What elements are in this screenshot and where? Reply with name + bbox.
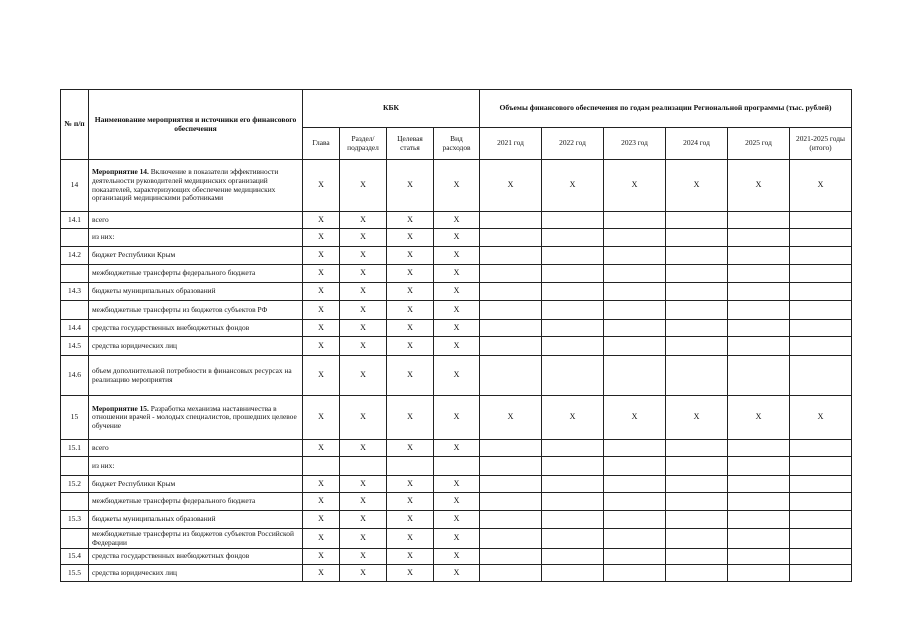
table-row — [61, 337, 852, 356]
table-row — [61, 511, 852, 529]
kbk-cell: X — [303, 283, 340, 301]
row-number: 14.4 — [61, 320, 89, 337]
row-name-text: межбюджетные трансферты из бюджетов субъектов Российской Федерации — [92, 528, 294, 547]
year-cell — [666, 565, 728, 582]
year-cell — [542, 320, 604, 337]
row-number — [61, 265, 89, 283]
year-cell — [604, 229, 666, 247]
kbk-cell: X — [303, 549, 340, 565]
year-cell — [728, 565, 790, 582]
year-cell — [728, 229, 790, 247]
year-cell — [666, 476, 728, 493]
kbk-cell: X — [303, 440, 340, 457]
financing-table — [60, 89, 852, 582]
row-number: 14.2 — [61, 247, 89, 265]
year-cell — [542, 247, 604, 265]
row-number: 15.4 — [61, 549, 89, 565]
kbk-cell: X — [387, 337, 434, 356]
year-cell — [542, 493, 604, 511]
year-cell — [542, 457, 604, 476]
kbk-cell: X — [434, 476, 480, 493]
kbk-cell: X — [434, 265, 480, 283]
row-name-text: межбюджетные трансферты из бюджетов субъектов РФ — [92, 304, 268, 314]
kbk-cell: X — [387, 565, 434, 582]
header-kbk-col: Раздел/ подраздел — [340, 128, 387, 160]
header-year-col: 2021 год — [480, 128, 542, 160]
kbk-cell: X — [387, 511, 434, 529]
row-name — [89, 356, 303, 396]
row-name-bold: Мероприятие 14. — [92, 167, 149, 177]
year-cell — [666, 457, 728, 476]
year-cell — [604, 476, 666, 493]
row-number: 14.1 — [61, 212, 89, 229]
kbk-cell: X — [303, 229, 340, 247]
year-cell — [604, 440, 666, 457]
kbk-cell: X — [434, 493, 480, 511]
kbk-cell: X — [387, 229, 434, 247]
year-cell — [790, 265, 852, 283]
row-name — [89, 337, 303, 356]
kbk-cell — [434, 457, 480, 476]
kbk-cell: X — [340, 440, 387, 457]
kbk-cell: X — [303, 160, 340, 212]
document-page — [60, 89, 852, 582]
table-row — [61, 396, 852, 440]
row-name — [89, 212, 303, 229]
year-cell: X — [480, 160, 542, 212]
kbk-cell: X — [434, 565, 480, 582]
year-cell — [790, 337, 852, 356]
year-cell — [604, 511, 666, 529]
year-cell — [666, 320, 728, 337]
table-row — [61, 529, 852, 549]
kbk-cell: X — [387, 549, 434, 565]
year-cell — [666, 301, 728, 320]
kbk-cell: X — [434, 549, 480, 565]
header-kbk-col: Глава — [303, 128, 340, 160]
year-cell: X — [542, 160, 604, 212]
year-cell — [480, 265, 542, 283]
year-cell — [542, 565, 604, 582]
year-cell — [790, 565, 852, 582]
table-row — [61, 247, 852, 265]
kbk-cell: X — [434, 337, 480, 356]
row-name-text: средства государственных внебюджетных фондов — [92, 551, 250, 561]
year-cell — [604, 529, 666, 549]
kbk-cell: X — [340, 160, 387, 212]
year-cell — [728, 301, 790, 320]
row-name-text: из них: — [92, 232, 115, 242]
kbk-cell: X — [387, 265, 434, 283]
table-row — [61, 265, 852, 283]
year-cell — [728, 247, 790, 265]
row-name-text: бюджет Республики Крым — [92, 250, 176, 260]
kbk-cell: X — [340, 511, 387, 529]
kbk-cell: X — [387, 396, 434, 440]
kbk-cell: X — [303, 247, 340, 265]
row-number — [61, 229, 89, 247]
kbk-cell: X — [340, 247, 387, 265]
kbk-cell: X — [434, 301, 480, 320]
year-cell — [542, 229, 604, 247]
row-number: 15.2 — [61, 476, 89, 493]
row-name-text: средства юридических лиц — [92, 567, 177, 577]
kbk-cell: X — [387, 356, 434, 396]
kbk-cell: X — [340, 320, 387, 337]
row-number: 14.3 — [61, 283, 89, 301]
year-cell — [666, 283, 728, 301]
kbk-cell: X — [303, 529, 340, 549]
row-name — [89, 320, 303, 337]
kbk-cell: X — [303, 493, 340, 511]
header-volumes: Объемы финансового обеспечения по годам реализации Региональной программы (тыс. рублей) — [480, 90, 852, 128]
kbk-cell: X — [387, 301, 434, 320]
row-number: 14.5 — [61, 337, 89, 356]
year-cell — [790, 320, 852, 337]
year-cell — [480, 476, 542, 493]
year-cell — [666, 529, 728, 549]
kbk-cell: X — [387, 493, 434, 511]
kbk-cell: X — [387, 320, 434, 337]
year-cell — [728, 356, 790, 396]
row-name — [89, 247, 303, 265]
row-name — [89, 476, 303, 493]
year-cell — [542, 212, 604, 229]
row-name — [89, 160, 303, 212]
row-name — [89, 529, 303, 549]
year-cell: X — [790, 160, 852, 212]
year-cell — [604, 493, 666, 511]
kbk-cell — [303, 457, 340, 476]
year-cell — [480, 511, 542, 529]
kbk-cell: X — [303, 320, 340, 337]
row-name-text: объем дополнительной потребности в финансовых ресурсах на реализацию мероприятия — [92, 365, 292, 384]
year-cell: X — [480, 396, 542, 440]
row-name — [89, 283, 303, 301]
row-name — [89, 565, 303, 582]
year-cell — [542, 283, 604, 301]
row-name-text: бюджет Республики Крым — [92, 478, 176, 488]
table-row — [61, 549, 852, 565]
year-cell — [790, 301, 852, 320]
year-cell: X — [790, 396, 852, 440]
header-kbk-col: Вид расходов — [434, 128, 480, 160]
year-cell — [480, 457, 542, 476]
year-cell — [790, 476, 852, 493]
row-name — [89, 396, 303, 440]
year-cell — [604, 549, 666, 565]
year-cell — [666, 212, 728, 229]
kbk-cell: X — [387, 283, 434, 301]
row-name-text: межбюджетные трансферты федерального бюджета — [92, 268, 256, 278]
year-cell — [480, 549, 542, 565]
year-cell — [790, 229, 852, 247]
row-number: 15.3 — [61, 511, 89, 529]
row-name-text: из них: — [92, 460, 115, 470]
year-cell — [480, 320, 542, 337]
table-row — [61, 160, 852, 212]
kbk-cell: X — [303, 396, 340, 440]
year-cell — [542, 511, 604, 529]
year-cell — [666, 229, 728, 247]
table-row — [61, 301, 852, 320]
table-row — [61, 440, 852, 457]
year-cell — [542, 301, 604, 320]
header-year-col: 2022 год — [542, 128, 604, 160]
year-cell: X — [666, 396, 728, 440]
kbk-cell: X — [303, 565, 340, 582]
kbk-cell: X — [434, 229, 480, 247]
year-cell — [542, 356, 604, 396]
table-row — [61, 457, 852, 476]
year-cell — [542, 337, 604, 356]
row-name — [89, 265, 303, 283]
year-cell — [480, 212, 542, 229]
kbk-cell: X — [387, 440, 434, 457]
row-name-text: бюджеты муниципальных образований — [92, 514, 216, 524]
row-number: 15.5 — [61, 565, 89, 582]
kbk-cell: X — [340, 265, 387, 283]
row-name-text: средства государственных внебюджетных фондов — [92, 322, 250, 332]
year-cell: X — [542, 396, 604, 440]
kbk-cell: X — [387, 212, 434, 229]
kbk-cell: X — [340, 549, 387, 565]
row-number: 14 — [61, 160, 89, 212]
year-cell — [542, 529, 604, 549]
kbk-cell: X — [340, 337, 387, 356]
row-name-text: межбюджетные трансферты федерального бюджета — [92, 496, 256, 506]
year-cell — [790, 493, 852, 511]
row-number — [61, 301, 89, 320]
kbk-cell: X — [387, 529, 434, 549]
row-number — [61, 457, 89, 476]
year-cell — [604, 320, 666, 337]
kbk-cell: X — [340, 283, 387, 301]
kbk-cell: X — [340, 565, 387, 582]
header-year-col: 2024 год — [666, 128, 728, 160]
year-cell — [604, 337, 666, 356]
year-cell — [728, 320, 790, 337]
kbk-cell: X — [303, 511, 340, 529]
year-cell — [728, 283, 790, 301]
kbk-cell: X — [434, 511, 480, 529]
kbk-cell: X — [387, 160, 434, 212]
year-cell — [480, 283, 542, 301]
year-cell — [666, 247, 728, 265]
year-cell — [604, 247, 666, 265]
kbk-cell: X — [434, 247, 480, 265]
year-cell — [666, 337, 728, 356]
year-cell — [666, 440, 728, 457]
kbk-cell: X — [303, 212, 340, 229]
year-cell — [728, 265, 790, 283]
kbk-cell — [387, 457, 434, 476]
year-cell — [542, 440, 604, 457]
year-cell — [604, 283, 666, 301]
row-number: 14.6 — [61, 356, 89, 396]
table-row — [61, 565, 852, 582]
year-cell — [666, 549, 728, 565]
year-cell — [480, 301, 542, 320]
kbk-cell: X — [434, 212, 480, 229]
row-name-text: всего — [92, 214, 109, 224]
kbk-cell: X — [303, 356, 340, 396]
year-cell — [728, 457, 790, 476]
year-cell: X — [728, 160, 790, 212]
year-cell — [480, 529, 542, 549]
kbk-cell: X — [303, 265, 340, 283]
year-cell: X — [604, 396, 666, 440]
header-kbk: КБК — [303, 90, 480, 128]
year-cell — [790, 457, 852, 476]
row-number — [61, 529, 89, 549]
table-row — [61, 356, 852, 396]
year-cell — [728, 529, 790, 549]
row-number: 15 — [61, 396, 89, 440]
year-cell: X — [666, 160, 728, 212]
kbk-cell: X — [434, 396, 480, 440]
year-cell — [790, 247, 852, 265]
year-cell — [666, 511, 728, 529]
kbk-cell: X — [340, 396, 387, 440]
year-cell — [790, 511, 852, 529]
year-cell: X — [728, 396, 790, 440]
kbk-cell: X — [340, 493, 387, 511]
year-cell — [542, 549, 604, 565]
row-name-bold: Мероприятие 15. — [92, 403, 149, 413]
year-cell — [666, 356, 728, 396]
row-number: 15.1 — [61, 440, 89, 457]
kbk-cell: X — [434, 320, 480, 337]
kbk-cell: X — [434, 356, 480, 396]
year-cell — [480, 356, 542, 396]
year-cell — [728, 493, 790, 511]
table-row — [61, 476, 852, 493]
kbk-cell: X — [387, 247, 434, 265]
kbk-cell — [340, 457, 387, 476]
year-cell — [790, 212, 852, 229]
row-name-text: бюджеты муниципальных образований — [92, 286, 216, 296]
row-name — [89, 229, 303, 247]
year-cell — [604, 565, 666, 582]
year-cell — [542, 476, 604, 493]
year-cell — [604, 212, 666, 229]
header-kbk-col: Целевая статья — [387, 128, 434, 160]
kbk-cell: X — [303, 301, 340, 320]
row-name-text: Разработка механизма наставничества в отношении врачей - молодых специалистов, прошедших целевое обучение — [92, 403, 297, 430]
header-year-col: 2021-2025 годы (итого) — [790, 128, 852, 160]
kbk-cell: X — [303, 337, 340, 356]
year-cell — [604, 265, 666, 283]
row-name — [89, 457, 303, 476]
year-cell — [480, 337, 542, 356]
kbk-cell: X — [340, 301, 387, 320]
kbk-cell: X — [387, 476, 434, 493]
row-name — [89, 493, 303, 511]
row-number — [61, 493, 89, 511]
year-cell — [604, 301, 666, 320]
year-cell — [790, 549, 852, 565]
row-name-text: средства юридических лиц — [92, 340, 177, 350]
year-cell — [480, 565, 542, 582]
year-cell: X — [604, 160, 666, 212]
row-name — [89, 511, 303, 529]
table-row — [61, 493, 852, 511]
year-cell — [728, 337, 790, 356]
kbk-cell: X — [434, 529, 480, 549]
header-year-col: 2025 год — [728, 128, 790, 160]
kbk-cell: X — [340, 229, 387, 247]
year-cell — [790, 529, 852, 549]
header-year-col: 2023 год — [604, 128, 666, 160]
row-name-text: всего — [92, 442, 109, 452]
kbk-cell: X — [434, 440, 480, 457]
year-cell — [728, 549, 790, 565]
row-name-text: Включение в показатели эффективности деятельности руководителей медицинских организаций показателей, характеризующих обеспечение медицинских организаций медицинскими работниками — [92, 167, 279, 203]
kbk-cell: X — [434, 283, 480, 301]
table-row — [61, 320, 852, 337]
year-cell — [480, 229, 542, 247]
row-name — [89, 301, 303, 320]
row-name — [89, 549, 303, 565]
table-row — [61, 229, 852, 247]
kbk-cell: X — [340, 356, 387, 396]
kbk-cell: X — [340, 476, 387, 493]
year-cell — [480, 247, 542, 265]
year-cell — [480, 493, 542, 511]
year-cell — [480, 440, 542, 457]
kbk-cell: X — [434, 160, 480, 212]
year-cell — [728, 511, 790, 529]
kbk-cell: X — [303, 476, 340, 493]
table-row — [61, 212, 852, 229]
year-cell — [604, 457, 666, 476]
row-name — [89, 440, 303, 457]
year-cell — [790, 356, 852, 396]
year-cell — [666, 493, 728, 511]
header-name: Наименование мероприятия и источники его финансового обеспечения — [89, 90, 303, 160]
year-cell — [542, 265, 604, 283]
year-cell — [790, 283, 852, 301]
header-num: № п/п — [61, 90, 89, 160]
year-cell — [728, 440, 790, 457]
table-row — [61, 283, 852, 301]
year-cell — [728, 476, 790, 493]
year-cell — [666, 265, 728, 283]
year-cell — [604, 356, 666, 396]
kbk-cell: X — [340, 212, 387, 229]
kbk-cell: X — [340, 529, 387, 549]
year-cell — [790, 440, 852, 457]
year-cell — [728, 212, 790, 229]
